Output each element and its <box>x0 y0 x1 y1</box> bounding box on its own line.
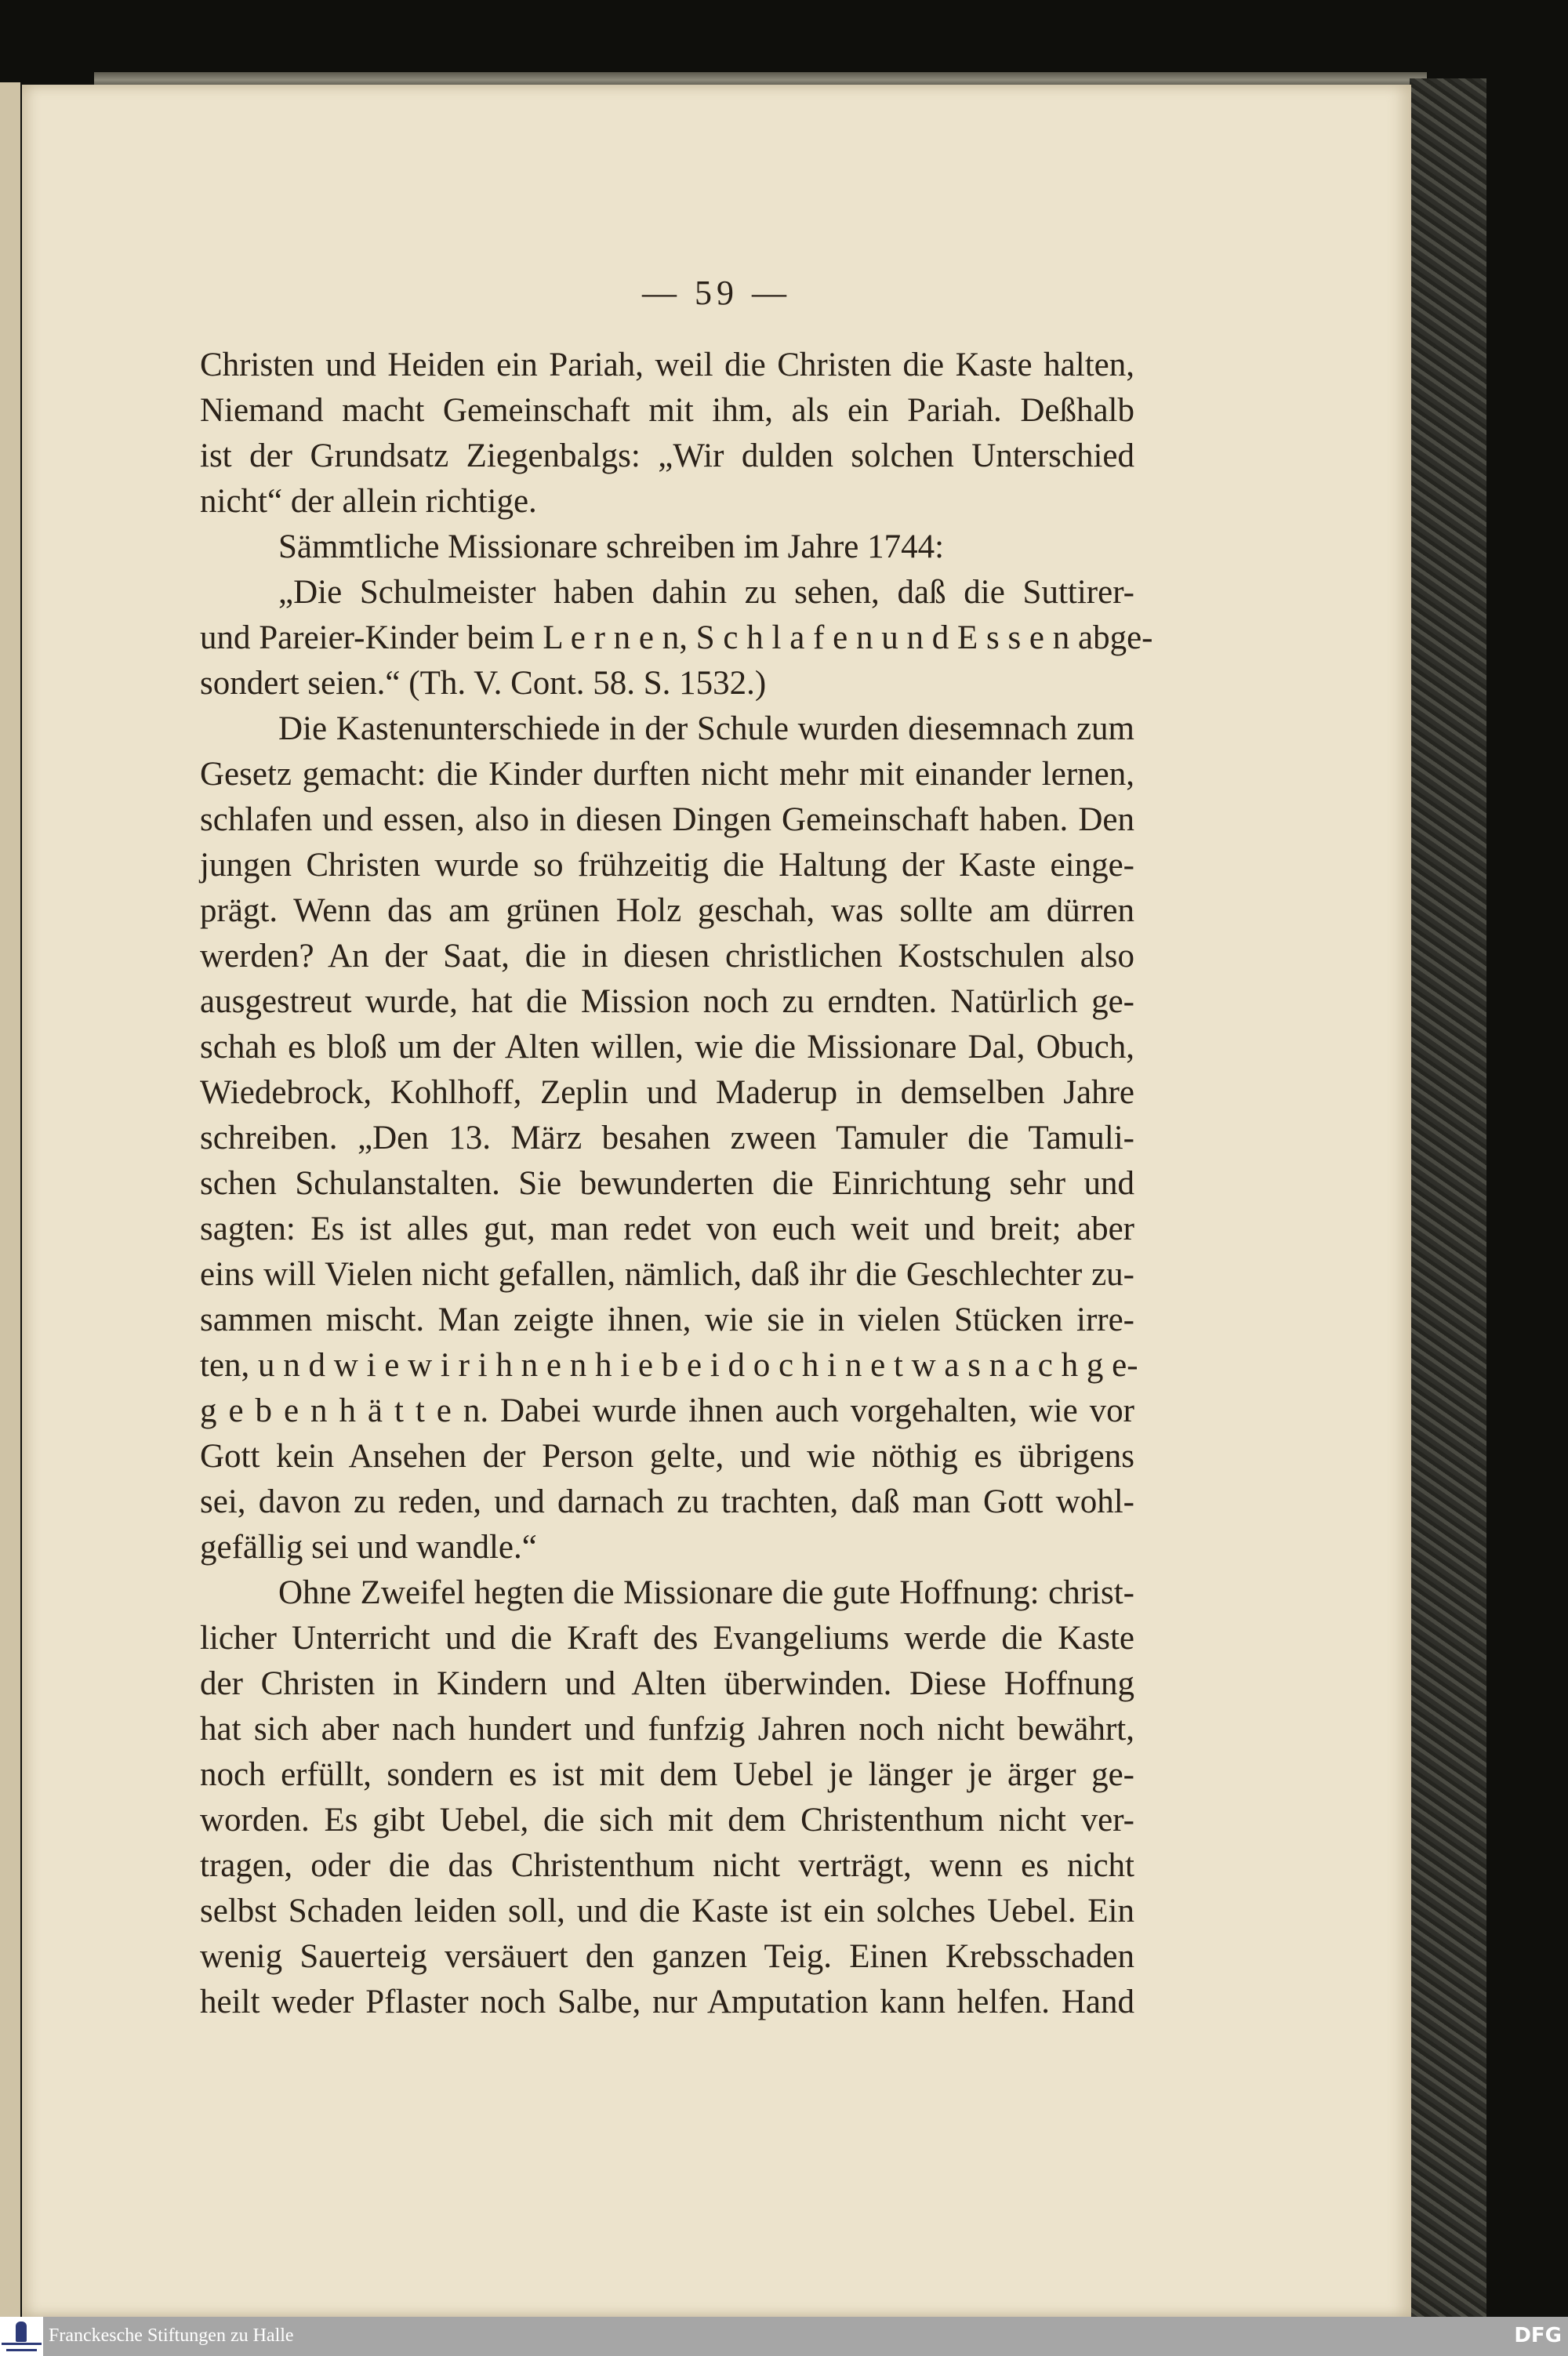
text-line: gefällig sei und wandle.“ <box>200 1529 537 1566</box>
text-line: prägt. Wenn das am grünen Holz geschah, was sollte am dürren <box>200 892 1134 929</box>
paragraph <box>200 570 1153 706</box>
text-line: schlafen und essen, also in diesen Dingen Gemeinschaft haben. Den <box>200 801 1134 838</box>
text-line: eins will Vielen nicht gefallen, nämlich, daß ihr die Geschlechter zu- <box>200 1256 1134 1293</box>
text-line: selbst Schaden leiden soll, und die Kaste ist ein solches Uebel. Ein <box>200 1893 1134 1929</box>
text-line: ten, u n d w i e w i r i h n e n h i e b e i d o c h i n e t w a s n a c h g e- <box>200 1347 1138 1384</box>
paragraph <box>200 706 1138 1570</box>
paragraph <box>200 343 1134 525</box>
text-line: der Christen in Kindern und Alten überwinden. Diese Hoffnung <box>200 1665 1134 1702</box>
text-line: ist der Grundsatz Ziegenbalgs: „Wir dulden solchen Unterschied <box>200 437 1134 474</box>
paragraph <box>200 525 1134 570</box>
text-line: ausgestreut wurde, hat die Mission noch zu erndten. Natürlich ge- <box>200 983 1134 1020</box>
institution-name[interactable]: Franckesche Stiftungen zu Halle <box>49 2325 294 2346</box>
text-line: sondert seien.“ (Th. V. Cont. 58. S. 1532.) <box>200 665 767 702</box>
text-line: worden. Es gibt Uebel, die sich mit dem Christenthum nicht ver- <box>200 1802 1134 1839</box>
text-line: sei, davon zu reden, und darnach zu trachten, daß man Gott wohl- <box>200 1483 1134 1520</box>
text-line: „Die Schulmeister haben dahin zu sehen, daß die Suttirer- <box>278 574 1134 611</box>
text-line: Christen und Heiden ein Pariah, weil die Christen die Kaste halten, <box>200 347 1134 383</box>
text-line: Gott kein Ansehen der Person gelte, und wie nöthig es übrigens <box>200 1438 1134 1475</box>
text-line: licher Unterricht und die Kraft des Evangeliums werde die Kaste <box>200 1620 1134 1657</box>
footer-bar <box>0 2317 1568 2356</box>
dfg-logo[interactable]: DFG <box>1514 2324 1562 2347</box>
text-line: tragen, oder die das Christenthum nicht verträgt, wenn es nicht <box>200 1847 1134 1884</box>
text-line: wenig Sauerteig versäuert den ganzen Teig. Einen Krebsschaden <box>200 1938 1134 1975</box>
body-text <box>200 343 1153 2025</box>
text-line: schreiben. „Den 13. März besahen zween Tamuler die Tamuli- <box>200 1120 1134 1156</box>
text-line: schah es bloß um der Alten willen, wie die Missionare Dal, Obuch, <box>200 1029 1134 1065</box>
previous-page-edge <box>0 82 20 2317</box>
text-line: Wiedebrock, Kohlhoff, Zeplin und Maderup in demselben Jahre <box>200 1074 1134 1111</box>
page-number: — 59 — <box>642 274 791 312</box>
text-line: noch erfüllt, sondern es ist mit dem Uebel je länger je ärger ge- <box>200 1756 1134 1793</box>
text-line: werden? An der Saat, die in diesen christlichen Kostschulen also <box>200 938 1134 975</box>
book-cover-edge <box>1410 78 1486 2317</box>
text-line: Sämmtliche Missionare schreiben im Jahre 1744: <box>278 528 945 565</box>
text-line: hat sich aber nach hundert und funfzig Jahren noch nicht bewährt, <box>200 1711 1134 1748</box>
paragraph <box>200 1570 1134 2025</box>
text-line: nicht“ der allein richtige. <box>200 483 537 520</box>
text-line: g e b e n h ä t t e n. Dabei wurde ihnen auch vorgehalten, wie vor <box>200 1392 1134 1429</box>
text-line: jungen Christen wurde so frühzeitig die Haltung der Kaste einge- <box>200 847 1134 884</box>
text-line: sagten: Es ist alles gut, man redet von euch weit und breit; aber <box>200 1211 1134 1247</box>
text-line: heilt weder Pflaster noch Salbe, nur Amputation kann helfen. Hand <box>200 1984 1134 2020</box>
text-line: Gesetz gemacht: die Kinder durften nicht mehr mit einander lernen, <box>200 756 1134 793</box>
text-line: und Pareier-Kinder beim L e r n e n, S c h l a f e n u n d E s s e n abge- <box>200 619 1153 656</box>
text-line: schen Schulanstalten. Sie bewunderten die Einrichtung sehr und <box>200 1165 1134 1202</box>
text-line: sammen mischt. Man zeigte ihnen, wie sie in vielen Stücken irre- <box>200 1301 1134 1338</box>
text-line: Ohne Zweifel hegten die Missionare die gute Hoffnung: christ- <box>278 1574 1134 1611</box>
text-line: Niemand macht Gemeinschaft mit ihm, als ein Pariah. Deßhalb <box>200 392 1134 429</box>
franckesche-stiftungen-logo[interactable] <box>0 2317 43 2356</box>
text-line: Die Kastenunterschiede in der Schule wurden diesemnach zum <box>278 710 1134 747</box>
